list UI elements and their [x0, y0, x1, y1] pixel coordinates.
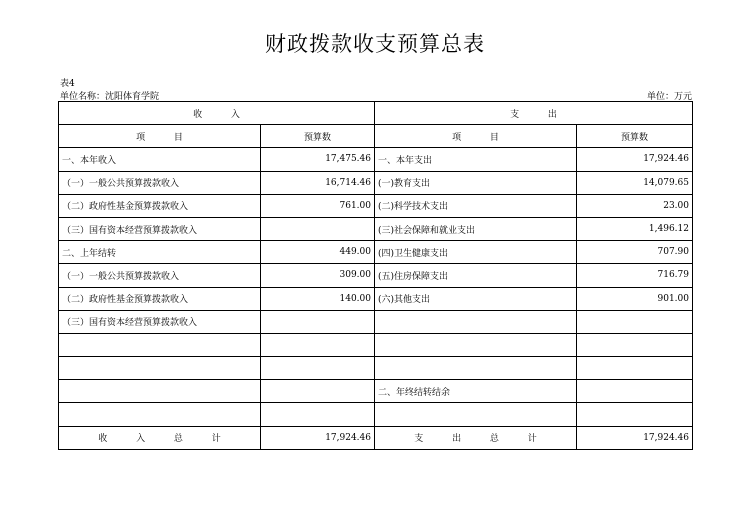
- expense-total-value: 17,924.46: [577, 426, 693, 449]
- totals-row: [59, 426, 693, 449]
- table-row: [59, 148, 693, 171]
- page-title: 财政拨款收支预算总表: [265, 32, 485, 56]
- expense-value-cell: 14,079.65: [577, 171, 693, 194]
- column-header-row: [59, 125, 693, 148]
- expense-item-cell: [375, 310, 577, 333]
- table-row: [59, 333, 693, 356]
- income-item-cell: （一）一般公共预算拨款收入: [59, 264, 261, 287]
- expense-value-cell: [577, 380, 693, 403]
- income-header: 收 入: [59, 102, 375, 125]
- income-value-cell: 449.00: [261, 241, 375, 264]
- income-item-cell: （三）国有资本经营预算拨款收入: [59, 310, 261, 333]
- table-number: 表4: [60, 79, 75, 89]
- expense-item-cell: [375, 403, 577, 426]
- expense-value-cell: 716.79: [577, 264, 693, 287]
- income-item-cell: （三）国有资本经营预算拨款收入: [59, 217, 261, 240]
- income-value-cell: 761.00: [261, 194, 375, 217]
- income-value-cell: [261, 217, 375, 240]
- expense-value-cell: [577, 403, 693, 426]
- unit-label: 单位：万元: [646, 92, 692, 102]
- expense-item-cell: [375, 333, 577, 356]
- expense-item-cell: (六)其他支出: [375, 287, 577, 310]
- table-row: [59, 171, 693, 194]
- expense-item-cell: (五)住房保障支出: [375, 264, 577, 287]
- expense-value-cell: 17,924.46: [577, 148, 693, 171]
- expense-item-cell: (一)教育支出: [375, 171, 577, 194]
- income-item-header: 项 目: [59, 125, 261, 148]
- expense-item-cell: (四)卫生健康支出: [375, 241, 577, 264]
- income-item-cell: [59, 380, 261, 403]
- table-row: [59, 217, 693, 240]
- income-item-cell: [59, 403, 261, 426]
- expense-value-cell: 23.00: [577, 194, 693, 217]
- expense-value-cell: 901.00: [577, 287, 693, 310]
- income-item-cell: （一）一般公共预算拨款收入: [59, 171, 261, 194]
- expense-item-cell: 一、本年支出: [375, 148, 577, 171]
- expense-item-cell: [375, 357, 577, 380]
- income-total-value: 17,924.46: [261, 426, 375, 449]
- table-row: [59, 241, 693, 264]
- table-row: [59, 194, 693, 217]
- table-body: [59, 148, 693, 426]
- income-item-cell: [59, 333, 261, 356]
- income-budget-header: 预算数: [261, 125, 375, 148]
- income-value-cell: [261, 357, 375, 380]
- section-header-row: [59, 102, 693, 125]
- income-item-cell: 一、本年收入: [59, 148, 261, 171]
- table-row: [59, 403, 693, 426]
- expense-item-cell: (二)科学技术支出: [375, 194, 577, 217]
- table-row: [59, 310, 693, 333]
- income-item-cell: （二）政府性基金预算拨款收入: [59, 194, 261, 217]
- expense-value-cell: 1,496.12: [577, 217, 693, 240]
- income-total-label: 收 入 总 计: [59, 426, 261, 449]
- expense-item-cell: (三)社会保障和就业支出: [375, 217, 577, 240]
- income-value-cell: [261, 333, 375, 356]
- income-value-cell: 140.00: [261, 287, 375, 310]
- table-row: [59, 287, 693, 310]
- table-row: [59, 264, 693, 287]
- expense-value-cell: 707.90: [577, 241, 693, 264]
- expense-budget-header: 预算数: [577, 125, 693, 148]
- expense-item-cell: 二、年终结转结余: [375, 380, 577, 403]
- expense-value-cell: [577, 357, 693, 380]
- income-value-cell: [261, 310, 375, 333]
- budget-table: [58, 101, 693, 450]
- expense-header: 支 出: [375, 102, 693, 125]
- income-value-cell: [261, 403, 375, 426]
- expense-total-label: 支 出 总 计: [375, 426, 577, 449]
- expense-value-cell: [577, 333, 693, 356]
- expense-item-header: 项 目: [375, 125, 577, 148]
- income-item-cell: 二、上年结转: [59, 241, 261, 264]
- unit-name: 单位名称：沈阳体育学院: [60, 92, 160, 102]
- income-item-cell: （二）政府性基金预算拨款收入: [59, 287, 261, 310]
- income-value-cell: 16,714.46: [261, 171, 375, 194]
- expense-value-cell: [577, 310, 693, 333]
- income-item-cell: [59, 357, 261, 380]
- income-value-cell: 309.00: [261, 264, 375, 287]
- income-value-cell: [261, 380, 375, 403]
- table-row: [59, 380, 693, 403]
- table-row: [59, 357, 693, 380]
- income-value-cell: 17,475.46: [261, 148, 375, 171]
